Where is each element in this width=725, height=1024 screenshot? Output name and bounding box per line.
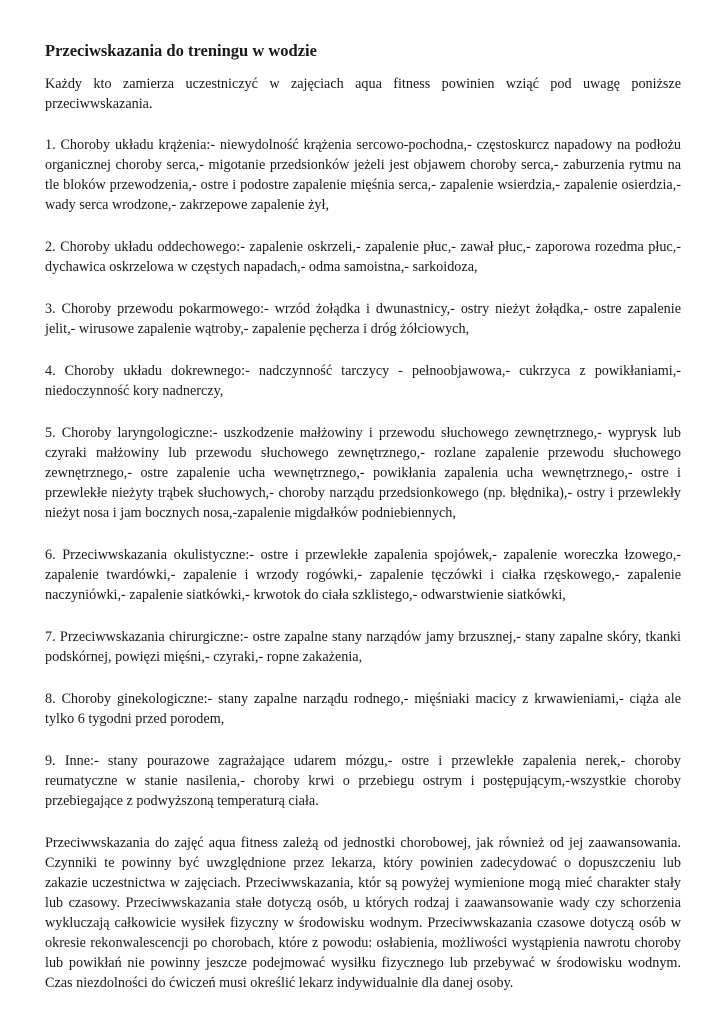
closing-paragraph: Przeciwwskazania do zajęć aqua fitness zależą od jednostki chorobowej, jak również od jej zaawansowania. Czynniki te powinny być uwzględnione przez lekarza, który powinien zadecydować o dopuszczeniu lub zakazie uczestnictwa w zajęciach. Przeciwwskazania, któr są powyżej wymienione mogą mieć charakter stały lub czasowy. Przeciwwskazania stałe dotyczą osób, u których rodzaj i zaawansowanie wady czy schorzenia wykluczają całkowicie wysiłek fizyczny w środowisku wodnym. Przeciwwskazania czasowe dotyczą osób w okresie rekonwalescencji po chorobach, które z powodu: osłabienia, możliwości wystąpienia nawrotu choroby lub powikłań nie powinny jeszcze podejmować wysiłku fizycznego lub przebywać w środowisku wodnym. Czas niezdolności do ćwiczeń musi określić lekarz indywidualnie dla danej osoby. [45,835,681,991]
contraindication-item-9: 9. Inne:- stany pourazowe zagrażające udarem mózgu,- ostre i przewlekłe zapalenia nerek,- choroby reumatyczne w stanie nasilenia,- choroby krwi o przebiegu ostrym i postępującym,-wszystkie choroby przebiegające z podwyższoną temperaturą ciała. [45,753,681,809]
contraindication-item-3: 3. Choroby przewodu pokarmowego:- wrzód żołądka i dwunastnicy,- ostry nieżyt żołądka,- ostre zapalenie jelit,- wirusowe zapalenie wątroby,- zapalenie pęcherza i dróg żółciowych, [45,301,681,337]
contraindication-item-4: 4. Choroby układu dokrewnego:- nadczynność tarczycy - pełnoobjawowa,- cukrzyca z powikłaniami,- niedoczynność kory nadnerczy, [45,363,681,399]
document-page [45,40,681,993]
contraindication-item-8: 8. Choroby ginekologiczne:- stany zapalne narządu rodnego,- mięśniaki macicy z krwawieniami,- ciąża ale tylko 6 tygodni przed porodem, [45,691,681,727]
contraindication-item-7: 7. Przeciwwskazania chirurgiczne:- ostre zapalne stany narządów jamy brzusznej,- stany zapalne skóry, tkanki podskórnej, powięzi mięśni,- czyraki,- ropne zakażenia, [45,629,681,665]
contraindication-item-5: 5. Choroby laryngologiczne:- uszkodzenie małżowiny i przewodu słuchowego zewnętrznego,- wyprysk lub czyraki małżowiny lub przewodu słuchowego zewnętrznego,- rozlane zapalenie przewodu słuchowego zewnętrznego,- ostre zapalenie ucha wewnętrznego,- powikłania zapalenia ucha wewnętrznego,- ostre i przewlekłe nieżyty trąbek słuchowych,- choroby narządu przedsionkowego (np. błędnika),- ostry i przewlekły nieżyt nosa i jam bocznych nosa,-zapalenie migdałków podniebiennych, [45,425,681,521]
contraindication-item-1: 1. Choroby układu krążenia:- niewydolność krążenia sercowo-pochodna,- częstoskurcz napadowy na podłożu organicznej choroby serca,- migotanie przedsionków jeżeli jest objawem choroby serca,- zaburzenia rytmu na tle bloków przewodzenia,- ostre i podostre zapalenie mięśnia serca,- zapalenie wsierdzia,- zapalenie osierdzia,-wady serca wrodzone,- zakrzepowe zapalenie żył, [45,137,681,213]
contraindication-item-6: 6. Przeciwwskazania okulistyczne:- ostre i przewlekłe zapalenia spojówek,- zapalenie woreczka łzowego,- zapalenie twardówki,- zapalenie i wrzody rogówki,- zapalenie tęczówki i ciałka rzęskowego,- zapalenie naczyniówki,- zapalenie siatkówki,- krwotok do ciała szklistego,- odwarstwienie siatkówki, [45,547,681,603]
document-title: Przeciwskazania do treningu w wodzie [45,41,317,60]
intro-paragraph: Każdy kto zamierza uczestniczyć w zajęciach aqua fitness powinien wziąć pod uwagę poniższe przeciwwskazania. [45,76,681,112]
contraindication-item-2: 2. Choroby układu oddechowego:- zapalenie oskrzeli,- zapalenie płuc,- zawał płuc,- zaporowa rozedma płuc,-dychawica oskrzelowa w częstych napadach,- odma samoistna,- sarkoidoza, [45,239,681,275]
